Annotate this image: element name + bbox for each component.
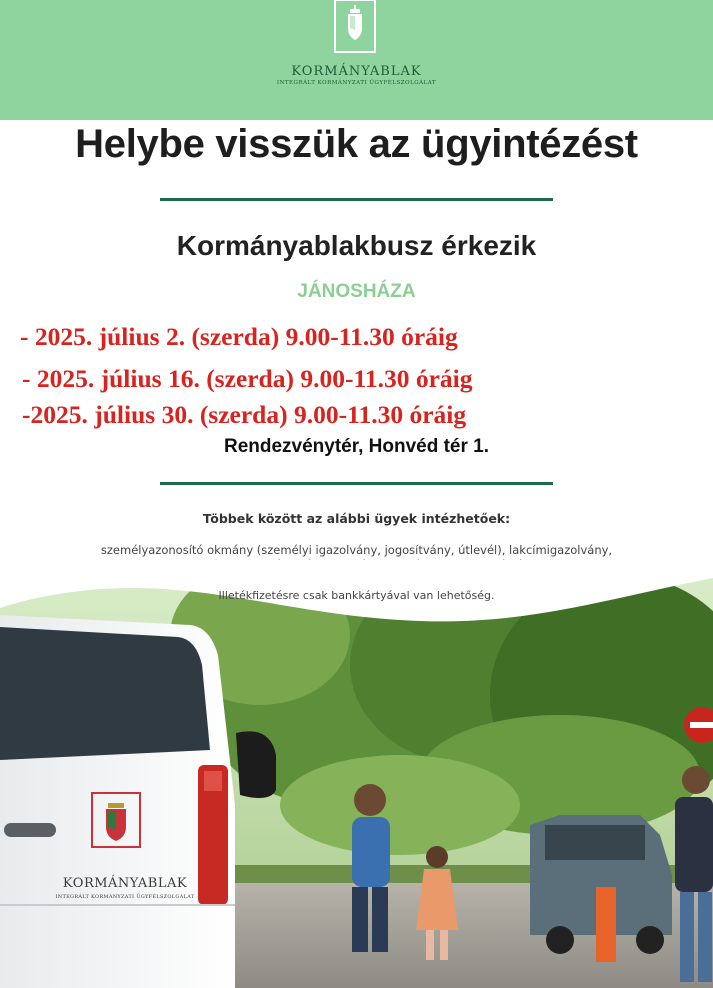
date-line: - 2025. július 16. (szerda) 9.00-11.30 óráig <box>22 364 473 393</box>
van-logo-subtitle: INTEGRÁLT KORMÁNYZATI ÜGYFÉLSZOLGÁLAT <box>55 894 195 900</box>
logo-subtitle: INTEGRÁLT KORMÁNYZATI ÜGYFÉLSZOLGÁLAT <box>276 80 437 86</box>
date-line: - 2025. július 2. (szerda) 9.00-11.30 óráig <box>20 322 458 351</box>
logo-name: KORMÁNYABLAK <box>291 64 422 79</box>
street-photo <box>0 575 713 988</box>
divider-bottom <box>160 482 553 485</box>
divider-top <box>160 198 553 201</box>
hungarian-coat-of-arms-icon <box>332 0 378 55</box>
subheadline: Kormányablakbusz érkezik <box>176 230 537 261</box>
services-title: Többek között az alábbi ügyek intézhetőek: <box>202 511 511 526</box>
town-name: JÁNOSHÁZA <box>297 281 416 302</box>
services-line: személyazonosító okmány (személyi igazolvány, jogosítvány, útlevél), lakcímigazolvány, <box>100 543 613 557</box>
page-title: Helybe visszük az ügyintézést <box>75 122 638 166</box>
van-logo-name: KORMÁNYABLAK <box>62 876 188 891</box>
date-line: -2025. július 30. (szerda) 9.00-11.30 óráig <box>22 400 467 429</box>
location: Rendezvénytér, Honvéd tér 1. <box>223 436 490 457</box>
payment-note: Illetékfizetésre csak bankkártyával van lehetőség. <box>218 589 495 602</box>
